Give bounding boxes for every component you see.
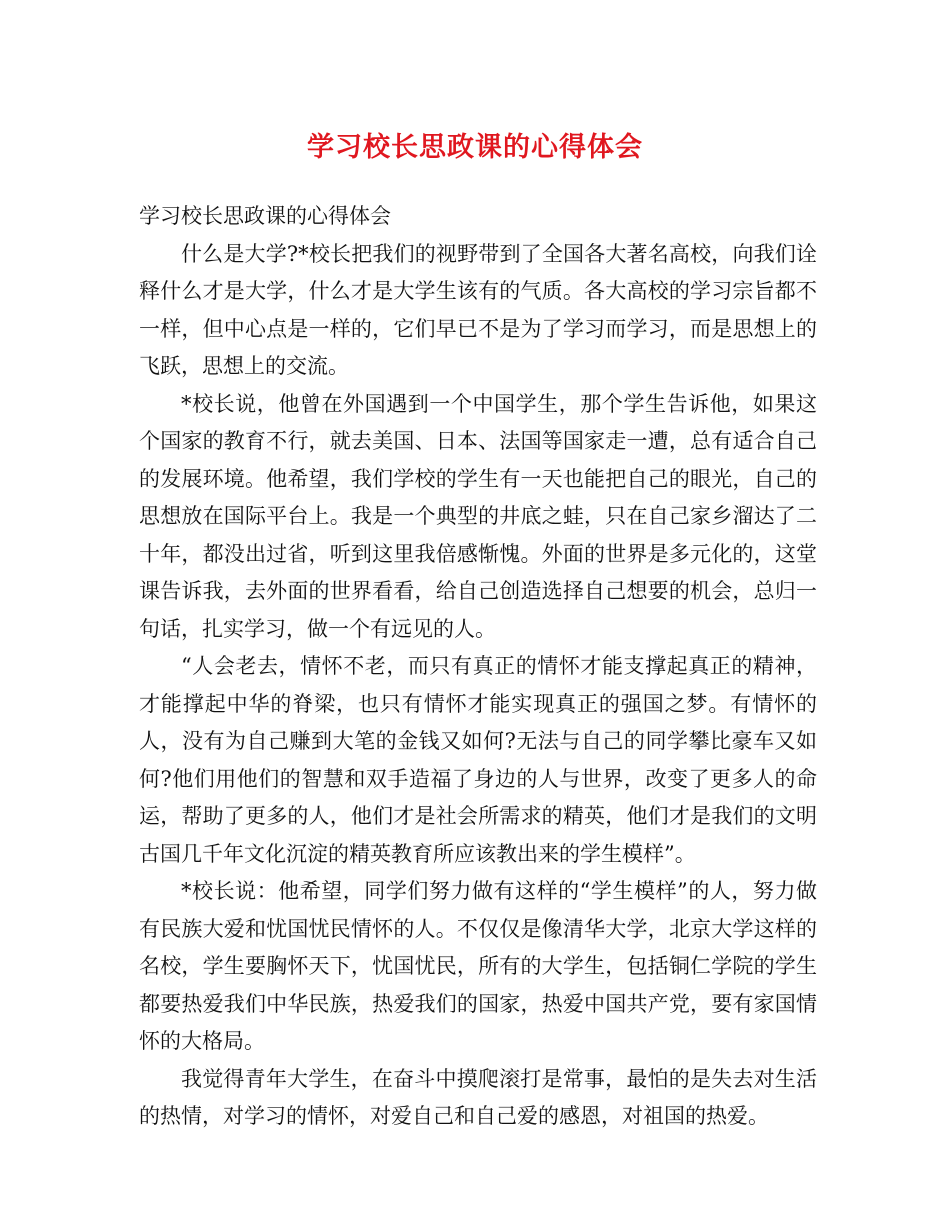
document-subtitle: 学习校长思政课的心得体会 bbox=[139, 204, 391, 228]
paragraph-1: 什么是大学?*校长把我们的视野带到了全国各大著名高校，向我们诠释什么才是大学，什么才是大学生该有的气质。各大高校的学习宗旨都不一样，但中心点是一样的，它们早已不是为了学习而学习，而是思想上的飞跃，思想上的交流。 bbox=[139, 241, 817, 378]
paragraph-2: *校长说，他曾在外国遇到一个中国学生，那个学生告诉他，如果这个国家的教育不行，就去美国、日本、法国等国家走一遭，总有适合自己的发展环境。他希望，我们学校的学生有一天也能把自己的眼光，自己的思想放在国际平台上。我是一个典型的井底之蛙，只在自己家乡溜达了二十年，都没出过省，听到这里我倍感惭愧。外面的世界是多元化的，这堂课告诉我，去外面的世界看看，给自己创造选择自己想要的机会，总归一句话，扎实学习，做一个有远见的人。 bbox=[139, 391, 817, 641]
paragraph-5: 我觉得青年大学生，在奋斗中摸爬滚打是常事，最怕的是失去对生活的热情，对学习的情怀，对爱自己和自己爱的感恩，对祖国的热爱。 bbox=[139, 1066, 817, 1128]
document-body bbox=[139, 198, 817, 1136]
paragraph-4: *校长说：他希望，同学们努力做有这样的“学生模样”的人，努力做有民族大爱和忧国忧民情怀的人。不仅仅是像清华大学，北京大学这样的名校，学生要胸怀天下，忧国忧民，所有的大学生，包括铜仁学院的学生都要热爱我们中华民族，热爱我们的国家，热爱中国共产党，要有家国情怀的大格局。 bbox=[139, 879, 817, 1053]
paragraph-3: “人会老去，情怀不老，而只有真正的情怀才能支撑起真正的精神，才能撑起中华的脊梁，也只有情怀才能实现真正的强国之梦。有情怀的人，没有为自己赚到大笔的金钱又如何?无法与自己的同学攀比豪车又如何?他们用他们的智慧和双手造福了身边的人与世界，改变了更多人的命运，帮助了更多的人，他们才是社会所需求的精英，他们才是我们的文明古国几千年文化沉淀的精英教育所应该教出来的学生模样”。 bbox=[139, 654, 817, 866]
document-title: 学习校长思政课的心得体会 bbox=[307, 132, 643, 163]
